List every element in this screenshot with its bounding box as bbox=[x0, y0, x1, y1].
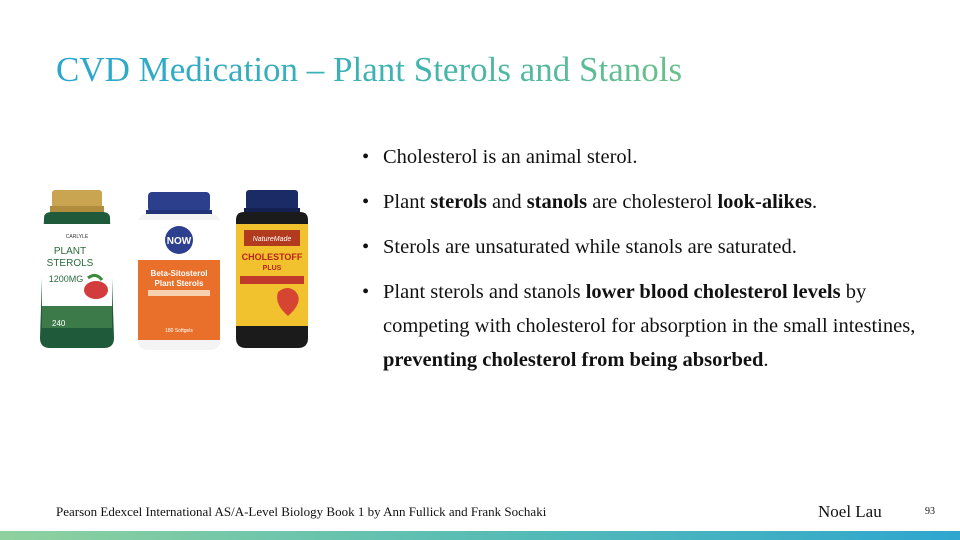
bullet-item bbox=[362, 185, 922, 219]
bullet-segment: . bbox=[811, 191, 818, 213]
bullet-text bbox=[383, 146, 638, 168]
carlyle-count-text: 240 bbox=[52, 319, 66, 328]
bullet-text bbox=[383, 281, 915, 371]
carlyle-brand-text: CARLYLE bbox=[65, 234, 89, 240]
bottom-gradient-bar bbox=[0, 531, 960, 540]
naturemade-line2-text: PLUS bbox=[262, 265, 282, 272]
bullet-bold-segment: stanols bbox=[526, 191, 588, 213]
naturemade-cholestoff-bottle bbox=[232, 188, 312, 352]
bullet-segment: . bbox=[763, 349, 769, 371]
naturemade-brand-text: NatureMade bbox=[252, 236, 292, 243]
now-brand-text: NOW bbox=[166, 236, 192, 247]
footer-reference: Pearson Edexcel International AS/A-Level Biology Book 1 by Ann Fullick and Frank Sochaki bbox=[56, 504, 547, 519]
bullet-list bbox=[362, 140, 922, 388]
bullet-bold-segment: look-alikes bbox=[717, 191, 812, 213]
now-count-text: 180 Softgels bbox=[165, 328, 193, 334]
bullet-bold-segment: lower blood cholesterol levels bbox=[585, 281, 841, 303]
bullet-bold-segment: sterols bbox=[430, 191, 487, 213]
bullet-segment: and bbox=[486, 191, 527, 213]
bullet-segment: are cholesterol bbox=[587, 191, 718, 213]
now-beta-sitosterol-bottle bbox=[134, 190, 224, 354]
author-name: Noel Lau bbox=[818, 502, 882, 521]
bullet-segment: Sterols are unsaturated while stanols are saturated. bbox=[383, 236, 797, 258]
carlyle-plant-sterols-bottle bbox=[36, 188, 118, 352]
bullet-text bbox=[383, 236, 797, 258]
now-line1-text: Beta-Sitosterol bbox=[150, 269, 208, 278]
supplement-products-image bbox=[36, 188, 316, 354]
carlyle-line1-text: PLANT bbox=[53, 246, 87, 257]
bullet-segment: Cholesterol is an animal sterol. bbox=[383, 146, 638, 168]
naturemade-line1-text: CHOLESTOFF bbox=[241, 252, 303, 262]
bullet-segment: by competing with cholesterol for absorption in the small intestines, bbox=[383, 281, 916, 337]
bullet-item bbox=[362, 230, 922, 264]
bullet-item bbox=[362, 140, 922, 174]
page-number: 93 bbox=[925, 506, 935, 517]
bullet-bold-segment: preventing cholesterol from being absorbed bbox=[383, 349, 764, 371]
now-line2-text: Plant Sterols bbox=[154, 279, 204, 288]
carlyle-line2-text: STEROLS bbox=[46, 258, 94, 269]
bullet-text bbox=[383, 191, 817, 213]
bullet-item bbox=[362, 275, 922, 377]
bullet-segment: Plant bbox=[383, 191, 431, 213]
bullet-segment: Plant sterols and stanols bbox=[383, 281, 586, 303]
carlyle-dose-text: 1200MG bbox=[48, 274, 84, 284]
slide-title: CVD Medication – Plant Sterols and Stanols bbox=[56, 50, 683, 89]
